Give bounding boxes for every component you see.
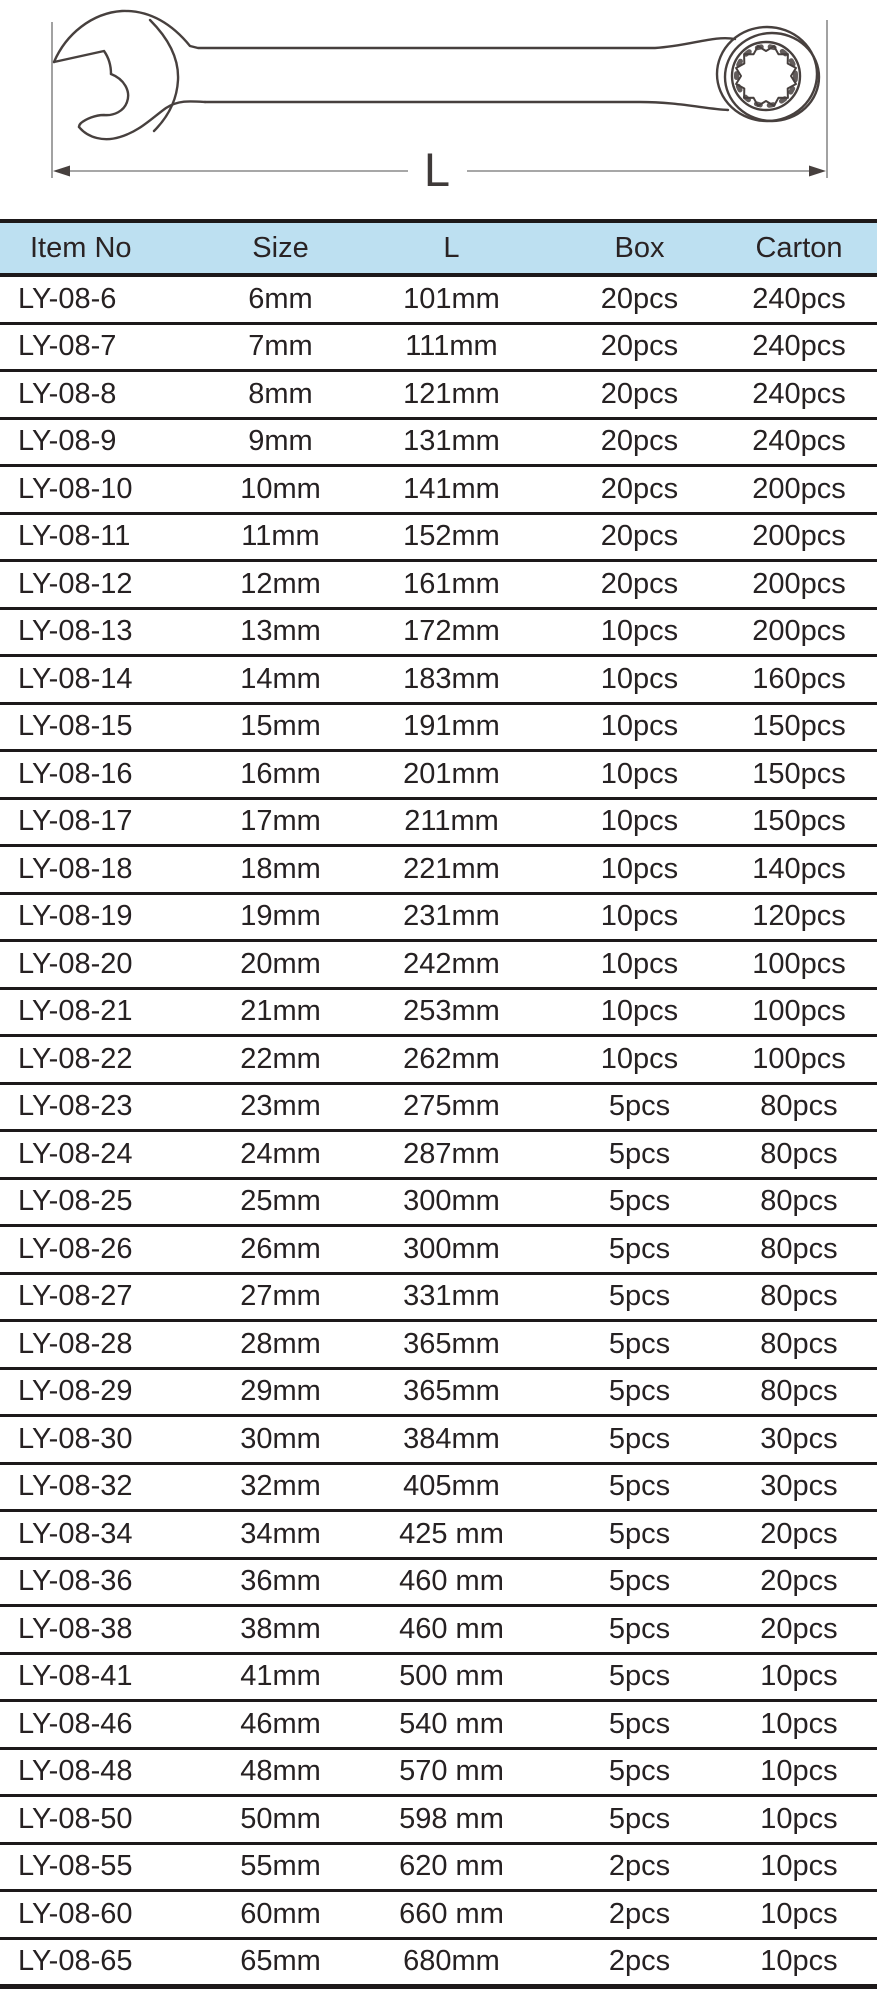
cell-size: 6mm bbox=[216, 275, 345, 323]
cell-carton: 160pcs bbox=[721, 656, 877, 704]
table-row bbox=[0, 1273, 877, 1321]
cell-carton: 120pcs bbox=[721, 893, 877, 941]
cell-item-no: LY-08-11 bbox=[0, 513, 216, 561]
cell-item-no: LY-08-7 bbox=[0, 323, 216, 371]
cell-box: 2pcs bbox=[558, 1938, 721, 1987]
table-row bbox=[0, 1558, 877, 1606]
table-row bbox=[0, 1416, 877, 1464]
cell-l: 598 mm bbox=[345, 1796, 558, 1844]
cell-l: 242mm bbox=[345, 941, 558, 989]
table-row bbox=[0, 513, 877, 561]
cell-carton: 150pcs bbox=[721, 751, 877, 799]
cell-box: 5pcs bbox=[558, 1131, 721, 1179]
table-row bbox=[0, 275, 877, 323]
header-row bbox=[0, 221, 877, 275]
cell-item-no: LY-08-17 bbox=[0, 798, 216, 846]
wrench-open-end bbox=[54, 11, 735, 62]
table-row bbox=[0, 656, 877, 704]
cell-item-no: LY-08-41 bbox=[0, 1653, 216, 1701]
cell-box: 10pcs bbox=[558, 1036, 721, 1084]
cell-item-no: LY-08-29 bbox=[0, 1368, 216, 1416]
cell-carton: 80pcs bbox=[721, 1321, 877, 1369]
cell-l: 201mm bbox=[345, 751, 558, 799]
cell-box: 20pcs bbox=[558, 418, 721, 466]
cell-carton: 150pcs bbox=[721, 703, 877, 751]
table-row bbox=[0, 751, 877, 799]
cell-size: 24mm bbox=[216, 1131, 345, 1179]
cell-item-no: LY-08-46 bbox=[0, 1701, 216, 1749]
cell-item-no: LY-08-55 bbox=[0, 1843, 216, 1891]
col-header-carton: Carton bbox=[721, 221, 877, 275]
cell-box: 5pcs bbox=[558, 1558, 721, 1606]
cell-size: 27mm bbox=[216, 1273, 345, 1321]
cell-carton: 200pcs bbox=[721, 561, 877, 609]
table-row bbox=[0, 608, 877, 656]
cell-item-no: LY-08-34 bbox=[0, 1511, 216, 1559]
cell-size: 8mm bbox=[216, 371, 345, 419]
table-row bbox=[0, 1938, 877, 1987]
table-row bbox=[0, 561, 877, 609]
cell-box: 5pcs bbox=[558, 1416, 721, 1464]
cell-item-no: LY-08-38 bbox=[0, 1606, 216, 1654]
cell-box: 5pcs bbox=[558, 1748, 721, 1796]
cell-item-no: LY-08-16 bbox=[0, 751, 216, 799]
cell-box: 10pcs bbox=[558, 988, 721, 1036]
table-row bbox=[0, 323, 877, 371]
wrench-ring-end bbox=[717, 27, 819, 121]
col-header-item-no: Item No bbox=[0, 221, 216, 275]
cell-item-no: LY-08-24 bbox=[0, 1131, 216, 1179]
cell-l: 660 mm bbox=[345, 1891, 558, 1939]
cell-box: 20pcs bbox=[558, 561, 721, 609]
table-row bbox=[0, 1796, 877, 1844]
cell-carton: 10pcs bbox=[721, 1796, 877, 1844]
cell-box: 2pcs bbox=[558, 1843, 721, 1891]
cell-item-no: LY-08-65 bbox=[0, 1938, 216, 1987]
cell-carton: 240pcs bbox=[721, 418, 877, 466]
cell-box: 5pcs bbox=[558, 1653, 721, 1701]
cell-box: 10pcs bbox=[558, 798, 721, 846]
cell-carton: 100pcs bbox=[721, 1036, 877, 1084]
cell-item-no: LY-08-28 bbox=[0, 1321, 216, 1369]
cell-item-no: LY-08-50 bbox=[0, 1796, 216, 1844]
table-row bbox=[0, 1653, 877, 1701]
cell-l: 231mm bbox=[345, 893, 558, 941]
cell-size: 25mm bbox=[216, 1178, 345, 1226]
cell-l: 540 mm bbox=[345, 1701, 558, 1749]
cell-carton: 20pcs bbox=[721, 1558, 877, 1606]
cell-l: 183mm bbox=[345, 656, 558, 704]
table-row bbox=[0, 1701, 877, 1749]
cell-item-no: LY-08-8 bbox=[0, 371, 216, 419]
cell-l: 460 mm bbox=[345, 1606, 558, 1654]
table-row bbox=[0, 1226, 877, 1274]
cell-size: 13mm bbox=[216, 608, 345, 656]
cell-box: 10pcs bbox=[558, 846, 721, 894]
table-row bbox=[0, 1511, 877, 1559]
wrench-diagram bbox=[0, 0, 877, 219]
table-row bbox=[0, 941, 877, 989]
cell-box: 5pcs bbox=[558, 1796, 721, 1844]
cell-box: 10pcs bbox=[558, 656, 721, 704]
spec-table bbox=[0, 219, 877, 1989]
table-row bbox=[0, 371, 877, 419]
cell-carton: 10pcs bbox=[721, 1653, 877, 1701]
cell-size: 12mm bbox=[216, 561, 345, 609]
cell-size: 17mm bbox=[216, 798, 345, 846]
cell-l: 500 mm bbox=[345, 1653, 558, 1701]
cell-box: 10pcs bbox=[558, 893, 721, 941]
cell-l: 253mm bbox=[345, 988, 558, 1036]
cell-l: 287mm bbox=[345, 1131, 558, 1179]
cell-box: 5pcs bbox=[558, 1701, 721, 1749]
cell-size: 20mm bbox=[216, 941, 345, 989]
cell-size: 38mm bbox=[216, 1606, 345, 1654]
cell-l: 111mm bbox=[345, 323, 558, 371]
cell-l: 365mm bbox=[345, 1321, 558, 1369]
cell-size: 28mm bbox=[216, 1321, 345, 1369]
cell-size: 30mm bbox=[216, 1416, 345, 1464]
cell-size: 15mm bbox=[216, 703, 345, 751]
cell-carton: 80pcs bbox=[721, 1273, 877, 1321]
cell-carton: 80pcs bbox=[721, 1226, 877, 1274]
cell-item-no: LY-08-27 bbox=[0, 1273, 216, 1321]
cell-l: 121mm bbox=[345, 371, 558, 419]
cell-carton: 100pcs bbox=[721, 988, 877, 1036]
cell-size: 21mm bbox=[216, 988, 345, 1036]
table-row bbox=[0, 846, 877, 894]
cell-size: 48mm bbox=[216, 1748, 345, 1796]
cell-item-no: LY-08-36 bbox=[0, 1558, 216, 1606]
cell-size: 29mm bbox=[216, 1368, 345, 1416]
cell-item-no: LY-08-21 bbox=[0, 988, 216, 1036]
cell-l: 300mm bbox=[345, 1178, 558, 1226]
table-row bbox=[0, 798, 877, 846]
cell-carton: 80pcs bbox=[721, 1131, 877, 1179]
cell-item-no: LY-08-26 bbox=[0, 1226, 216, 1274]
cell-size: 41mm bbox=[216, 1653, 345, 1701]
cell-box: 5pcs bbox=[558, 1226, 721, 1274]
cell-box: 20pcs bbox=[558, 371, 721, 419]
col-header-size: Size bbox=[216, 221, 345, 275]
cell-carton: 240pcs bbox=[721, 323, 877, 371]
cell-item-no: LY-08-30 bbox=[0, 1416, 216, 1464]
table-row bbox=[0, 1036, 877, 1084]
cell-size: 23mm bbox=[216, 1083, 345, 1131]
cell-item-no: LY-08-6 bbox=[0, 275, 216, 323]
cell-l: 680mm bbox=[345, 1938, 558, 1987]
spec-table-header bbox=[0, 221, 877, 275]
cell-l: 221mm bbox=[345, 846, 558, 894]
table-row bbox=[0, 1606, 877, 1654]
cell-size: 11mm bbox=[216, 513, 345, 561]
table-row bbox=[0, 1843, 877, 1891]
col-header-l: L bbox=[345, 221, 558, 275]
cell-size: 16mm bbox=[216, 751, 345, 799]
cell-l: 460 mm bbox=[345, 1558, 558, 1606]
cell-size: 34mm bbox=[216, 1511, 345, 1559]
cell-size: 55mm bbox=[216, 1843, 345, 1891]
cell-size: 60mm bbox=[216, 1891, 345, 1939]
cell-carton: 100pcs bbox=[721, 941, 877, 989]
cell-item-no: LY-08-48 bbox=[0, 1748, 216, 1796]
cell-size: 10mm bbox=[216, 466, 345, 514]
table-row bbox=[0, 418, 877, 466]
cell-box: 5pcs bbox=[558, 1178, 721, 1226]
cell-item-no: LY-08-13 bbox=[0, 608, 216, 656]
cell-carton: 140pcs bbox=[721, 846, 877, 894]
cell-carton: 10pcs bbox=[721, 1891, 877, 1939]
cell-carton: 80pcs bbox=[721, 1178, 877, 1226]
cell-l: 141mm bbox=[345, 466, 558, 514]
cell-item-no: LY-08-18 bbox=[0, 846, 216, 894]
cell-l: 191mm bbox=[345, 703, 558, 751]
table-row bbox=[0, 1083, 877, 1131]
cell-size: 7mm bbox=[216, 323, 345, 371]
cell-size: 9mm bbox=[216, 418, 345, 466]
wrench-outline bbox=[54, 11, 819, 139]
cell-l: 570 mm bbox=[345, 1748, 558, 1796]
cell-carton: 200pcs bbox=[721, 608, 877, 656]
cell-l: 384mm bbox=[345, 1416, 558, 1464]
cell-l: 425 mm bbox=[345, 1511, 558, 1559]
cell-box: 5pcs bbox=[558, 1083, 721, 1131]
cell-carton: 10pcs bbox=[721, 1701, 877, 1749]
cell-size: 50mm bbox=[216, 1796, 345, 1844]
cell-l: 211mm bbox=[345, 798, 558, 846]
cell-item-no: LY-08-25 bbox=[0, 1178, 216, 1226]
cell-box: 10pcs bbox=[558, 703, 721, 751]
cell-box: 20pcs bbox=[558, 275, 721, 323]
cell-box: 5pcs bbox=[558, 1321, 721, 1369]
cell-box: 20pcs bbox=[558, 513, 721, 561]
cell-size: 18mm bbox=[216, 846, 345, 894]
table-row bbox=[0, 1748, 877, 1796]
cell-carton: 20pcs bbox=[721, 1511, 877, 1559]
cell-l: 161mm bbox=[345, 561, 558, 609]
col-header-box: Box bbox=[558, 221, 721, 275]
cell-carton: 10pcs bbox=[721, 1843, 877, 1891]
cell-box: 10pcs bbox=[558, 941, 721, 989]
table-row bbox=[0, 988, 877, 1036]
cell-item-no: LY-08-32 bbox=[0, 1463, 216, 1511]
cell-size: 22mm bbox=[216, 1036, 345, 1084]
cell-carton: 80pcs bbox=[721, 1368, 877, 1416]
cell-item-no: LY-08-60 bbox=[0, 1891, 216, 1939]
cell-size: 46mm bbox=[216, 1701, 345, 1749]
cell-l: 172mm bbox=[345, 608, 558, 656]
cell-box: 5pcs bbox=[558, 1368, 721, 1416]
cell-box: 5pcs bbox=[558, 1463, 721, 1511]
cell-carton: 10pcs bbox=[721, 1938, 877, 1987]
cell-size: 19mm bbox=[216, 893, 345, 941]
cell-carton: 30pcs bbox=[721, 1416, 877, 1464]
table-row bbox=[0, 1131, 877, 1179]
table-row bbox=[0, 1463, 877, 1511]
cell-carton: 20pcs bbox=[721, 1606, 877, 1654]
table-row bbox=[0, 466, 877, 514]
cell-box: 2pcs bbox=[558, 1891, 721, 1939]
cell-carton: 150pcs bbox=[721, 798, 877, 846]
cell-box: 20pcs bbox=[558, 323, 721, 371]
cell-box: 5pcs bbox=[558, 1511, 721, 1559]
table-row bbox=[0, 703, 877, 751]
cell-carton: 240pcs bbox=[721, 371, 877, 419]
cell-size: 36mm bbox=[216, 1558, 345, 1606]
cell-l: 331mm bbox=[345, 1273, 558, 1321]
cell-box: 20pcs bbox=[558, 466, 721, 514]
table-row bbox=[0, 1368, 877, 1416]
cell-l: 300mm bbox=[345, 1226, 558, 1274]
cell-size: 26mm bbox=[216, 1226, 345, 1274]
cell-l: 275mm bbox=[345, 1083, 558, 1131]
cell-size: 65mm bbox=[216, 1938, 345, 1987]
cell-item-no: LY-08-19 bbox=[0, 893, 216, 941]
cell-item-no: LY-08-10 bbox=[0, 466, 216, 514]
cell-item-no: LY-08-14 bbox=[0, 656, 216, 704]
cell-size: 14mm bbox=[216, 656, 345, 704]
spec-table-body bbox=[0, 275, 877, 1987]
cell-item-no: LY-08-22 bbox=[0, 1036, 216, 1084]
cell-l: 152mm bbox=[345, 513, 558, 561]
cell-carton: 10pcs bbox=[721, 1748, 877, 1796]
cell-item-no: LY-08-23 bbox=[0, 1083, 216, 1131]
cell-carton: 240pcs bbox=[721, 275, 877, 323]
cell-item-no: LY-08-9 bbox=[0, 418, 216, 466]
table-row bbox=[0, 1321, 877, 1369]
cell-l: 262mm bbox=[345, 1036, 558, 1084]
table-row bbox=[0, 1891, 877, 1939]
table-row bbox=[0, 1178, 877, 1226]
cell-carton: 80pcs bbox=[721, 1083, 877, 1131]
cell-carton: 30pcs bbox=[721, 1463, 877, 1511]
cell-l: 405mm bbox=[345, 1463, 558, 1511]
cell-size: 32mm bbox=[216, 1463, 345, 1511]
cell-item-no: LY-08-12 bbox=[0, 561, 216, 609]
cell-carton: 200pcs bbox=[721, 466, 877, 514]
dimension-label: L bbox=[423, 143, 451, 196]
cell-l: 131mm bbox=[345, 418, 558, 466]
table-row bbox=[0, 893, 877, 941]
cell-box: 10pcs bbox=[558, 608, 721, 656]
cell-carton: 200pcs bbox=[721, 513, 877, 561]
cell-item-no: LY-08-20 bbox=[0, 941, 216, 989]
cell-l: 620 mm bbox=[345, 1843, 558, 1891]
cell-box: 5pcs bbox=[558, 1606, 721, 1654]
cell-box: 5pcs bbox=[558, 1273, 721, 1321]
cell-l: 365mm bbox=[345, 1368, 558, 1416]
cell-box: 10pcs bbox=[558, 751, 721, 799]
cell-l: 101mm bbox=[345, 275, 558, 323]
cell-item-no: LY-08-15 bbox=[0, 703, 216, 751]
